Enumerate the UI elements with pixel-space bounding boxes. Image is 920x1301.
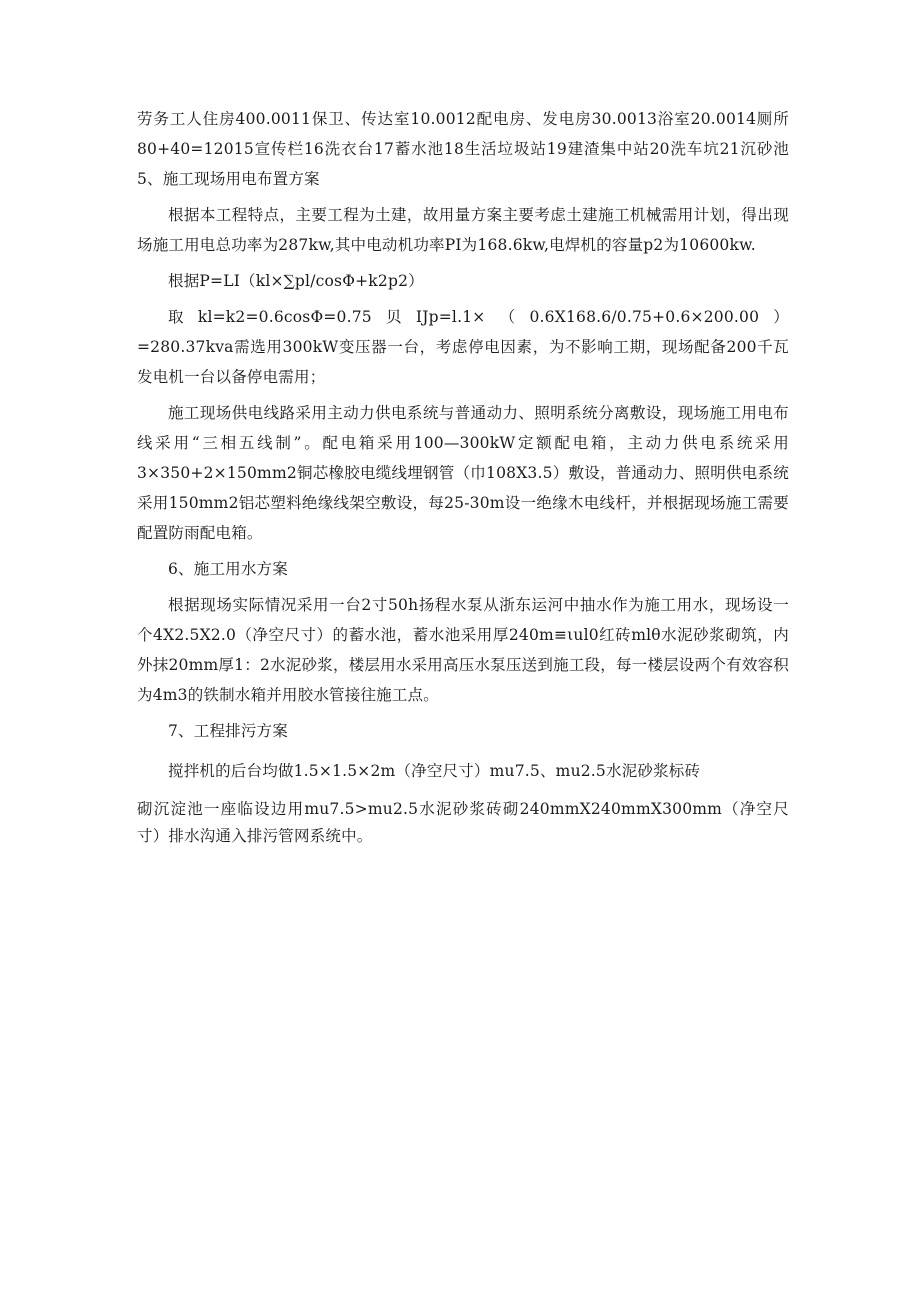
paragraph-facility-list: 劳务工人住房400.0011保卫、传达室10.0012配电房、发电房30.0013浴室20.0014厕所80+40=12015宣传栏16洗衣台17蓄水池18生活垃圾站19建渣集中站20洗车坑21沉砂池5、施工现场用电布置方案: [137, 110, 789, 188]
paragraph-drainage-line1: 搅拌机的后台均做1.5×1.5×2m（净空尺寸）mu7.5、mu2.5水泥砂浆标砖: [168, 762, 701, 780]
paragraph-water-plan: 根据现场实际情况采用一台2寸50h扬程水泵从浙东运河中抽水作为施工用水，现场设一个4X2.5X2.0（净空尺寸）的蓄水池，蓄水池采用厚240m≡ιul0红砖mlθ水泥砂浆砌筑，内外抹20mm厚1：2水泥砂浆，楼层用水采用高压水泵压送到施工段，每一楼层设两个有效容积为4m3的铁制水箱并用胶水管接往施工点。: [137, 596, 789, 704]
paragraph-power-lines: 施工现场供电线路采用主动力供电系统与普通动力、照明系统分离敷设，现场施工用电布线采用“三相五线制”。配电箱采用100—300kW定额配电箱，主动力供电系统采用3×350+2×150mm2铜芯橡胶电缆线埋钢管（巾108X3.5）敷设，普通动力、照明供电系统采用150mm2铝芯塑料绝缘线架空敷设，每25-30m设一绝缘木电线杆，并根据现场施工需要配置防雨配电箱。: [137, 404, 789, 542]
paragraph-power-overview: 根据本工程特点，主要工程为土建，故用量方案主要考虑土建施工机械需用计划，得出现场施工用电总功率为287kw,其中电动机功率PI为168.6kw,电焊机的容量p2为10600kw.: [137, 206, 789, 254]
paragraph-power-calculation: 取kl=k2=0.6cosΦ=0.75贝IJp=l.1×（0.6X168.6/0.75+0.6×200.00）=280.37kva需选用300kW变压器一台，考虑停电因素，为不影响工期，现场配备200千瓦发电机一台以备停电需用；: [137, 308, 789, 386]
paragraph-drainage-line2: 砌沉淀池一座临设边用mu7.5>mu2.5水泥砂浆砖砌240mmX240mmX300mm（净空尺寸）排水沟通入排污管网系统中。: [137, 800, 789, 845]
heading-water-plan: 6、施工用水方案: [168, 560, 288, 578]
heading-drainage-plan: 7、工程排污方案: [168, 722, 288, 740]
paragraph-power-formula: 根据P=LI（kl×∑pl/cosΦ+k2p2）: [168, 272, 424, 290]
document-body: [137, 104, 789, 850]
